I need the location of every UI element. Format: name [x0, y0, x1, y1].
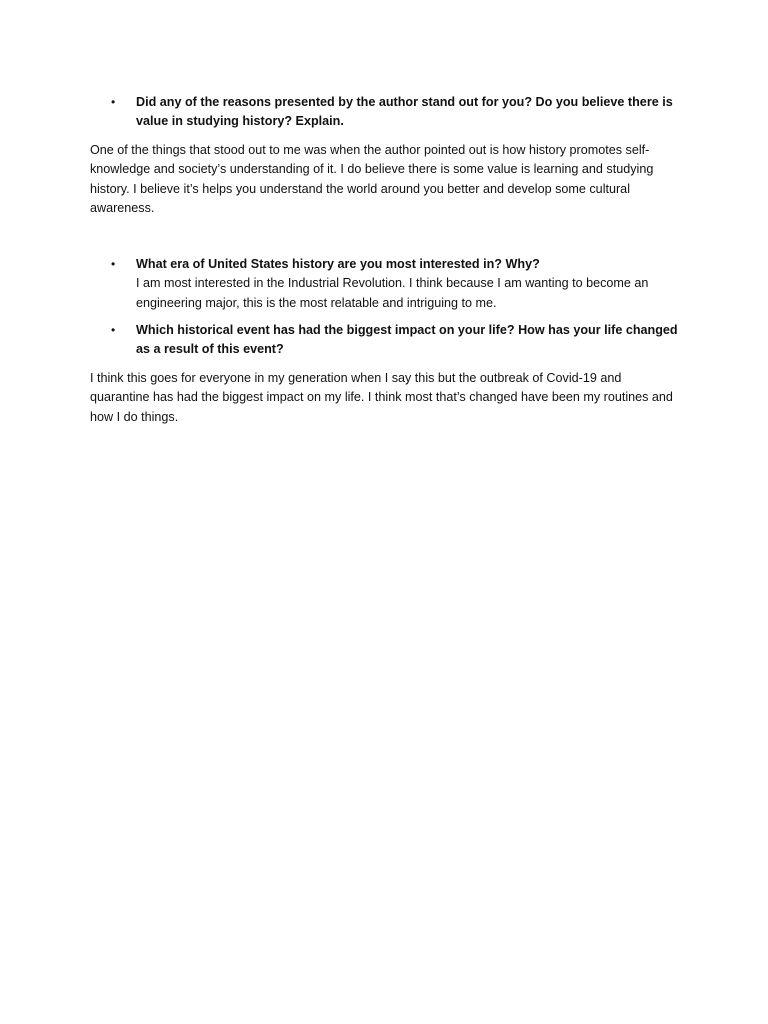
- question-2-item: [111, 255, 691, 313]
- answer-1-paragraph: One of the things that stood out to me was when the author pointed out is how history promotes self-knowledge and society’s understanding of it. I do believe there is some value is learning and studying history. I believe it’s helps you understand the world around you better and develop some cultural awareness.: [90, 143, 654, 216]
- question-1-text: Did any of the reasons presented by the author stand out for you? Do you believe there is value in studying history? Explain.: [136, 95, 673, 129]
- question-3-text: Which historical event has had the biggest impact on your life? How has your life changed as a result of this event?: [136, 323, 678, 357]
- answer-3-paragraph: I think this goes for everyone in my generation when I say this but the outbreak of Covid-19 and quarantine has had the biggest impact on my life. I think most that’s changed have been my routines and how I do things.: [90, 371, 673, 424]
- bullet-icon: •: [111, 95, 116, 109]
- question-1-item: [111, 93, 691, 132]
- answer-2-text: I am most interested in the Industrial Revolution. I think because I am wanting to become an engineering major, this is the most relatable and intriguing to me.: [136, 276, 649, 310]
- question-3-item: [111, 321, 691, 360]
- question-2-text: What era of United States history are you most interested in? Why?: [136, 257, 540, 271]
- bullet-icon: •: [111, 323, 116, 337]
- bullet-icon: •: [111, 257, 116, 271]
